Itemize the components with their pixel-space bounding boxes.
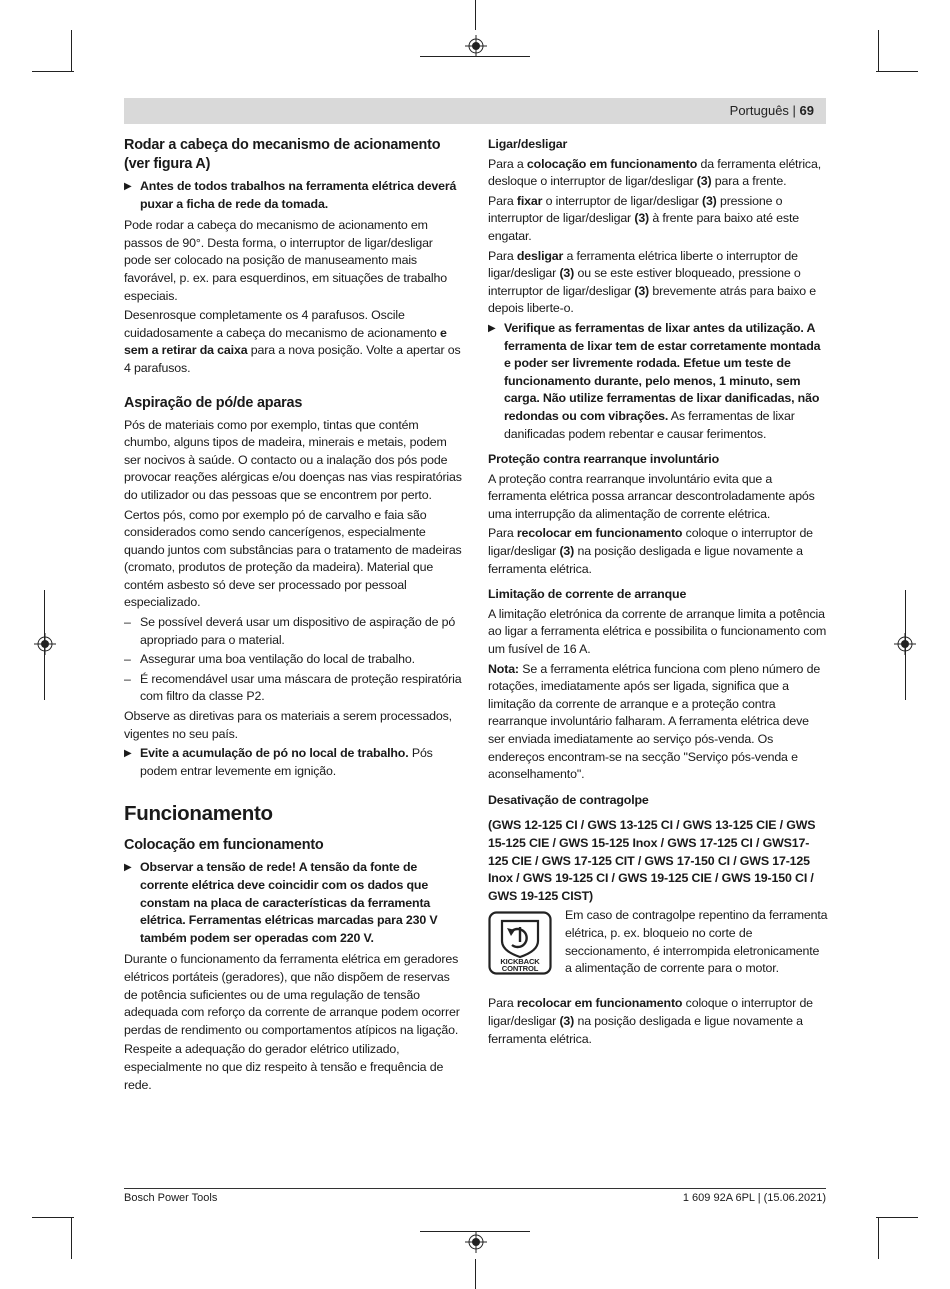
text-run: coloque o interruptor de ligar/desligar — [488, 526, 813, 559]
right-column — [488, 136, 828, 1050]
warning-item — [488, 320, 828, 443]
warning-arrow-icon: ▶ — [124, 181, 132, 192]
warning-item — [124, 745, 462, 780]
list-item-text: É recomendável usar uma máscara de proteção respiratória com filtro da classe P2. — [140, 671, 462, 704]
crop-mark — [475, 0, 476, 30]
bold-run: e sem a retirar da caixa — [124, 325, 447, 358]
warning-item — [124, 178, 462, 213]
warning-item — [124, 859, 462, 947]
paragraph: Respeite a adequação do gerador elétrico utilizado, especialmente no que diz respeito à tensão e frequência de rede. — [124, 1042, 444, 1092]
text-run: Se a ferramenta elétrica funciona com pleno número de rotações, imediatamente após ser ligada, significa que a limitação da corrente de arranque e a proteção contra rearranque involuntário falharam. A ferramenta elétrica deve ser enviada imediatamente ao serviço pós-venda. Os endereços encontram-se na secção "Serviço pós-venda e aconselhamento". — [488, 661, 821, 782]
crop-mark — [32, 71, 74, 72]
text-run: Para — [488, 526, 517, 541]
text-run: Para — [488, 193, 517, 208]
heading-rotate-head: Rodar a cabeça do mecanismo de acionamento (ver figura A) — [124, 137, 441, 172]
ref-number: (3) — [559, 266, 575, 281]
text-run: o interruptor de ligar/desligar — [542, 193, 702, 208]
ref-number: (3) — [634, 211, 650, 226]
kickback-control-icon — [488, 911, 552, 975]
ref-number: (3) — [701, 193, 717, 208]
list-item — [124, 614, 462, 649]
bold-run: recolocar em funcionamento — [516, 996, 683, 1011]
ref-number: (3) — [559, 1013, 575, 1028]
text-run: brevemente atrás para baixo e depois liberte-o. — [488, 283, 817, 316]
paragraph: A proteção contra rearranque involuntário evita que a ferramenta elétrica possa arrancar descontroladamente após uma interrupção da alimentação de corrente elétrica. — [488, 471, 815, 521]
paragraph: Certos pós, como por exemplo pó de carvalho e faia são considerados como sendo cancerígenos, especialmente quando juntos com substâncias para o tratamento de madeiras (cromato, produtos de proteção da madeira). Material que contém asbesto só deve ser processado por pessoal especializado. — [124, 507, 462, 610]
paragraph — [124, 307, 462, 377]
kickback-text: Em caso de contragolpe repentino da ferramenta elétrica, p. ex. bloqueio no corte de seccionamento, é interrompida eletronicamente a alimentação de corrente para o motor. — [565, 908, 828, 976]
bold-run: desligar — [516, 248, 564, 263]
warning-text: Verifique as ferramentas de lixar antes da utilização. A ferramenta de lixar tem de estar corretamente montada e poder ser livremente rodada. Efetue um teste de funcionamento durante, pelo menos, 1 minuto, sem carga. Não utilize ferramentas de lixar danificadas, não redondas ou com vibrações. — [504, 320, 821, 423]
footer-doc-id: 1 609 92A 6PL | (15.06.2021) — [682, 1192, 826, 1204]
paragraph: Observe as diretivas para os materiais a serem processados, vigentes no seu país. — [124, 709, 452, 741]
text-run: para a frente. — [711, 174, 787, 189]
crop-mark — [876, 1217, 918, 1218]
warning-arrow-icon: ▶ — [488, 322, 496, 334]
page-header — [124, 98, 826, 124]
text-run: da ferramenta elétrica, desloque o interruptor de ligar/desligar — [488, 156, 822, 189]
crop-mark — [878, 1217, 879, 1259]
crop-mark — [32, 1217, 74, 1218]
crop-mark — [878, 30, 879, 72]
paragraph — [488, 661, 828, 784]
list-item — [124, 671, 462, 706]
heading-on-off: Ligar/desligar — [488, 137, 568, 151]
footer-divider — [124, 1188, 826, 1189]
text-run: na posição desligada e ligue novamente a ferramenta elétrica. — [488, 1013, 803, 1046]
kickback-block — [488, 907, 828, 995]
heading-kickback: Desativação de contragolpe — [488, 792, 649, 807]
left-column — [124, 136, 462, 1096]
text-run: na posição desligada e ligue novamente a ferramenta elétrica. — [488, 544, 803, 576]
warning-arrow-icon: ▶ — [124, 748, 132, 760]
paragraph: Pode rodar a cabeça do mecanismo de acionamento em passos de 90°. Desta forma, o interruptor de ligar/desligar pode ser colocado na posição de manuseamento mais favorável, p. ex. para esquerdinos, em situações de trabalho especiais. — [124, 218, 447, 303]
bold-run: recolocar em funcionamento — [516, 526, 683, 541]
crop-mark — [71, 30, 72, 72]
text-run: pressione o interruptor de ligar/desligar — [488, 193, 783, 226]
ref-number: (3) — [634, 283, 650, 298]
registration-mark-icon — [465, 1231, 487, 1253]
page-number: 69 — [799, 103, 814, 118]
text-run: ou se este estiver bloqueado, pressione o interruptor de ligar/desligar — [488, 266, 801, 298]
heading-restart-protection: Proteção contra rearranque involuntário — [488, 452, 720, 467]
paragraph: Durante o funcionamento da ferramenta elétrica em geradores elétricos portáteis (geradores), que não dispõem de reservas de potência suficientes ou de uma regulação de tensão adequada com reforço da corrente de arranque podem ocorrer perdas de rendimento ou comportamentos atípicos na ligação. — [124, 952, 460, 1037]
page-header-text — [730, 103, 814, 118]
heading-startup: Colocação em funcionamento — [124, 837, 324, 854]
dash-bullet: – — [124, 615, 131, 630]
paragraph — [488, 525, 828, 578]
warning-text: Antes de todos trabalhos na ferramenta elétrica deverá puxar a ficha de rede da tomada. — [140, 179, 457, 211]
text-run: a ferramenta elétrica liberte o interruptor de ligar/desligar — [488, 248, 798, 281]
list-item-text: Se possível deverá usar um dispositivo de aspiração de pó apropriado para o material. — [140, 615, 456, 647]
warning-rest: As ferramentas de lixar danificadas podem rebentar e causar ferimentos. — [504, 408, 795, 441]
text-run: Para a — [488, 156, 527, 171]
paragraph — [488, 995, 828, 1048]
model-list: (GWS 12-125 CI / GWS 13-125 CI / GWS 13-125 CIE / GWS 15-125 CIE / GWS 15-125 Inox / GWS 17-125 CI / GWS17-125 CIE / GWS 17-125 CIT / GWS 17-150 CI / GWS 17-125 Inox / GWS 19-125 CI / GWS 19-125 CIE / GWS 19-150 CI / GWS 19-125 CIST) — [488, 818, 816, 903]
bold-run: fixar — [516, 193, 543, 208]
heading-operation: Funcionamento — [124, 802, 273, 826]
registration-mark-icon — [34, 633, 56, 655]
list-item — [124, 651, 462, 669]
heading-dust-extraction: Aspiração de pó/de aparas — [124, 394, 303, 411]
text-run: Para — [488, 248, 517, 263]
crop-mark — [71, 1217, 72, 1259]
kickback-icon-text-2: CONTROL — [501, 964, 539, 974]
text-run: Desenrosque completamente os 4 parafusos. Oscile cuidadosamente a cabeça do mecanismo de acionamento — [124, 308, 440, 340]
paragraph — [488, 156, 828, 191]
language-label: Português — [729, 103, 789, 118]
text-run: para a nova posição. Volte a apertar os 4 parafusos. — [124, 343, 461, 375]
note-label: Nota: — [488, 661, 519, 676]
paragraph: A limitação eletrónica da corrente de arranque limita a potência ao ligar a ferramenta elétrica e possibilita o funcionamento com um fusível de 16 A. — [488, 606, 827, 657]
ref-number: (3) — [559, 544, 575, 559]
paragraph — [488, 193, 828, 246]
crop-mark — [876, 71, 918, 72]
dash-bullet: – — [124, 652, 131, 667]
footer-brand: Bosch Power Tools — [124, 1192, 218, 1204]
text-run: coloque o interruptor de ligar/desligar — [488, 996, 813, 1028]
kickback-icon-text-1: KICKBACK — [500, 957, 540, 967]
text-run: à frente para baixo até este engatar. — [488, 211, 799, 243]
heading-current-limit: Limitação de corrente de arranque — [488, 587, 687, 602]
paragraph: Pós de materiais como por exemplo, tintas que contém chumbo, alguns tipos de madeira, minerais e metais, podem ser nocivos à saúde. O contacto ou a inalação dos pós pode provocar reações alérgicas e/ou doenças nas vias respiratórias do utilizador ou das pessoas que se encontrem por perto. — [124, 417, 462, 502]
bold-run: colocação em funcionamento — [526, 156, 698, 171]
list-item-text: Assegurar uma boa ventilação do local de trabalho. — [140, 652, 415, 667]
warning-rest: Pós podem entrar levemente em ignição. — [140, 746, 433, 778]
paragraph — [488, 248, 828, 318]
registration-mark-icon — [894, 633, 916, 655]
dash-bullet: – — [124, 671, 131, 686]
warning-text: Observar a tensão de rede! A tensão da fonte de corrente elétrica deve coincidir com os dados que constam na placa de características da ferramenta elétrica. Ferramentas elétricas marcadas para 230 V também podem ser operadas com 220 V. — [140, 860, 438, 945]
registration-mark-icon — [465, 35, 487, 57]
header-separator: | — [788, 103, 800, 118]
crop-mark — [475, 1259, 476, 1289]
ref-number: (3) — [696, 174, 712, 189]
warning-arrow-icon: ▶ — [124, 862, 132, 874]
text-run: Para — [488, 996, 517, 1011]
warning-text: Evite a acumulação de pó no local de trabalho. — [140, 746, 409, 761]
